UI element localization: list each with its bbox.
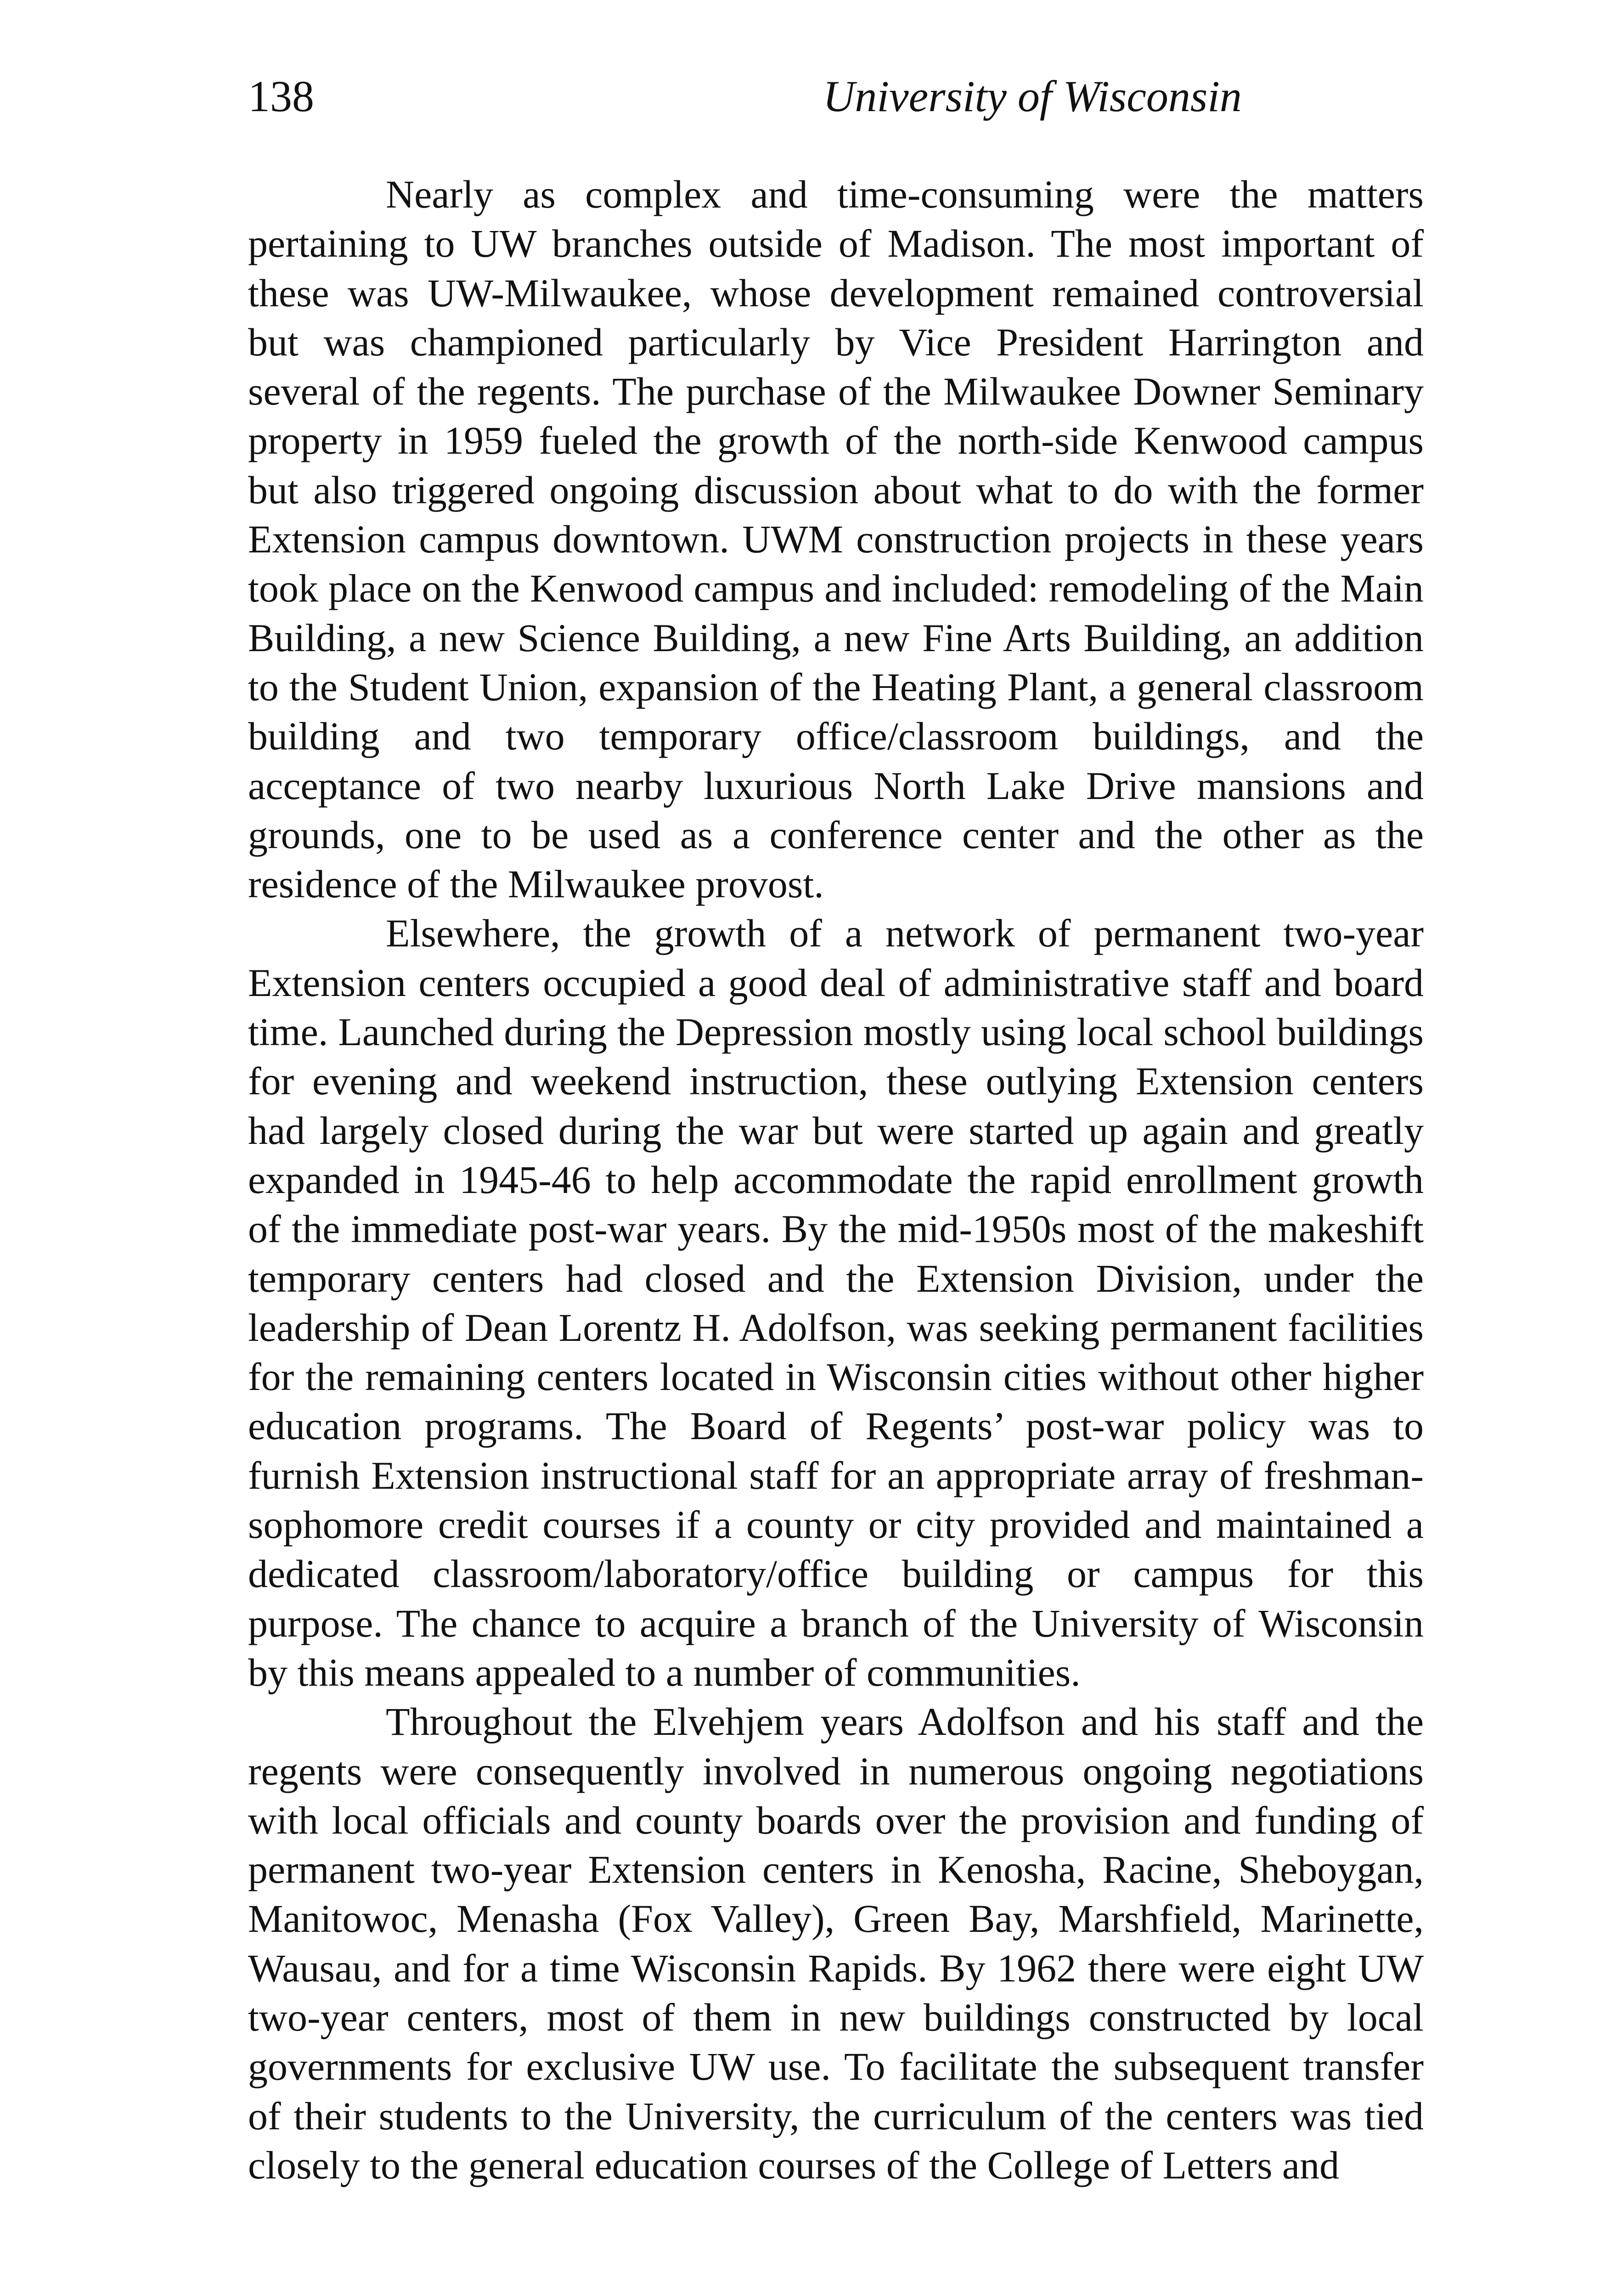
paragraph: Elsewhere, the growth of a network of permanent two-year Extension centers occupied a good deal of administrative staff and board time. Launched during the Depression mostly using local school buildings for evening and weekend instruction, these outlying Extension centers had largely closed during the war but were started up again and greatly expanded in 1945-46 to help accommodate the rapid enrollment growth of the immediate post-war years. By the mid-1950s most of the makeshift temporary centers had closed and the Extension Division, under the leadership of Dean Lorentz H. Adolfson, was seeking permanent facilities for the remaining centers located in Wisconsin cities without other higher education programs. The Board of Regents’ post-war policy was to furnish Extension instructional staff for an appropriate array of freshman-sophomore credit courses if a county or city provided and maintained a dedicated classroom/laboratory/office building or campus for this purpose. The chance to acquire a branch of the University of Wisconsin by this means appealed to a number of communities. (248, 911, 1424, 1694)
paragraph: Nearly as complex and time-consuming were the matters pertaining to UW branches outside of Madison. The most important of these was UW-Milwaukee, whose development remained controversial but was championed particularly by Vice President Harrington and several of the regents. The purchase of the Milwaukee Downer Seminary property in 1959 fueled the growth of the north-side Kenwood campus but also triggered ongoing discussion about what to do with the former Extension campus downtown. UWM construction projects in these years took place on the Kenwood campus and included: remodeling of the Main Building, a new Science Building, a new Fine Arts Building, an addition to the Student Union, expansion of the Heating Plant, a general classroom building and two temporary office/classroom buildings, and the acceptance of two nearby luxurious North Lake Drive mansions and grounds, one to be used as a conference center and the other as the residence of the Milwaukee provost. (248, 172, 1424, 906)
paragraph: Throughout the Elvehjem years Adolfson and his staff and the regents were consequently involved in numerous ongoing negotiations with local officials and county boards over the provision and funding of permanent two-year Extension centers in Kenosha, Racine, Sheboygan, Manitowoc, Menasha (Fox Valley), Green Bay, Marshfield, Marinette, Wausau, and for a time Wisconsin Rapids. By 1962 there were eight UW two-year centers, most of them in new buildings constructed by local governments for exclusive UW use. To facilitate the subsequent transfer of their students to the University, the curriculum of the centers was tied closely to the general education courses of the College of Letters and (248, 1699, 1424, 2187)
page-number: 138 (248, 72, 314, 121)
body-text (248, 170, 1424, 2190)
running-title: University of Wisconsin (823, 72, 1242, 121)
running-header (248, 69, 1424, 129)
